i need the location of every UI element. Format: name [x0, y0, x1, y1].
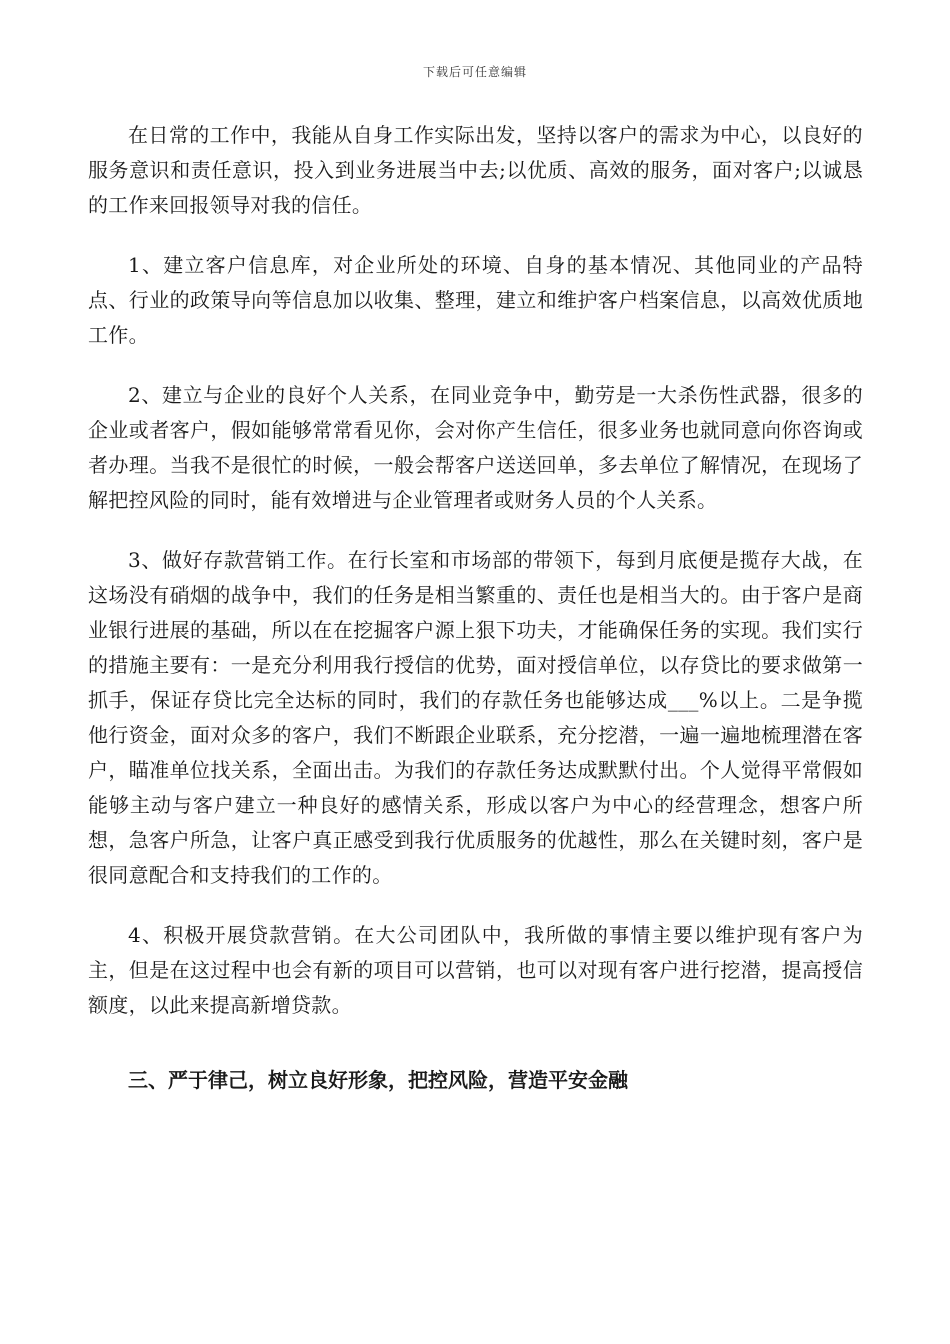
paragraph-item-4: 4、积极开展贷款营销。在大公司团队中，我所做的事情主要以维护现有客户为主，但是在这过程中也会有新的项目可以营销，也可以对现有客户进行挖潜，提高授信额度，以此来提高新增贷款。 [88, 923, 863, 1017]
header-note: 下载后可任意编辑 [422, 65, 527, 79]
document-body [88, 118, 863, 1098]
paragraph-item-3: 3、做好存款营销工作。在行长室和市场部的带领下，每到月底便是揽存大战，在这场没有硝烟的战争中，我们的任务是相当繁重的、责任也是相当大的。由于客户是商业银行进展的基础，所以在在挖掘客户源上狠下功夫，才能确保任务的实现。我们实行的措施主要有：一是充分利用我行授信的优势，面对授信单位，以存贷比的要求做第一抓手，保证存贷比完全达标的同时，我们的存款任务也能够达成___%以上。二是争揽他行资金，面对众多的客户，我们不断跟企业联系，充分挖潜，一遍一遍地梳理潜在客户，瞄准单位找关系，全面出击。为我们的存款任务达成默默付出。个人觉得平常假如能够主动与客户建立一种良好的感情关系，形成以客户为中心的经营理念，想客户所想，急客户所急，让客户真正感受到我行优质服务的优越性，那么在关键时刻，客户是很同意配合和支持我们的工作的。 [88, 548, 863, 887]
paragraph-item-1: 1、建立客户信息库，对企业所处的环境、自身的基本情况、其他同业的产品特点、行业的政策导向等信息加以收集、整理，建立和维护客户档案信息，以高效优质地工作。 [88, 253, 863, 347]
section-heading: 三、严于律己，树立良好形象，把控风险，营造平安金融 [128, 1068, 628, 1092]
paragraph-item-2: 2、建立与企业的良好个人关系，在同业竞争中，勤劳是一大杀伤性武器，很多的企业或者客户，假如能够常常看见你，会对你产生信任，很多业务也就同意向你咨询或者办理。当我不是很忙的时候，一般会帮客户送送回单，多去单位了解情况，在现场了解把控风险的同时，能有效增进与企业管理者或财务人员的个人关系。 [88, 383, 863, 512]
paragraph-intro: 在日常的工作中，我能从自身工作实际出发，坚持以客户的需求为中心，以良好的服务意识和责任意识，投入到业务进展当中去;以优质、高效的服务，面对客户;以诚恳的工作来回报领导对我的信任。 [88, 123, 863, 217]
